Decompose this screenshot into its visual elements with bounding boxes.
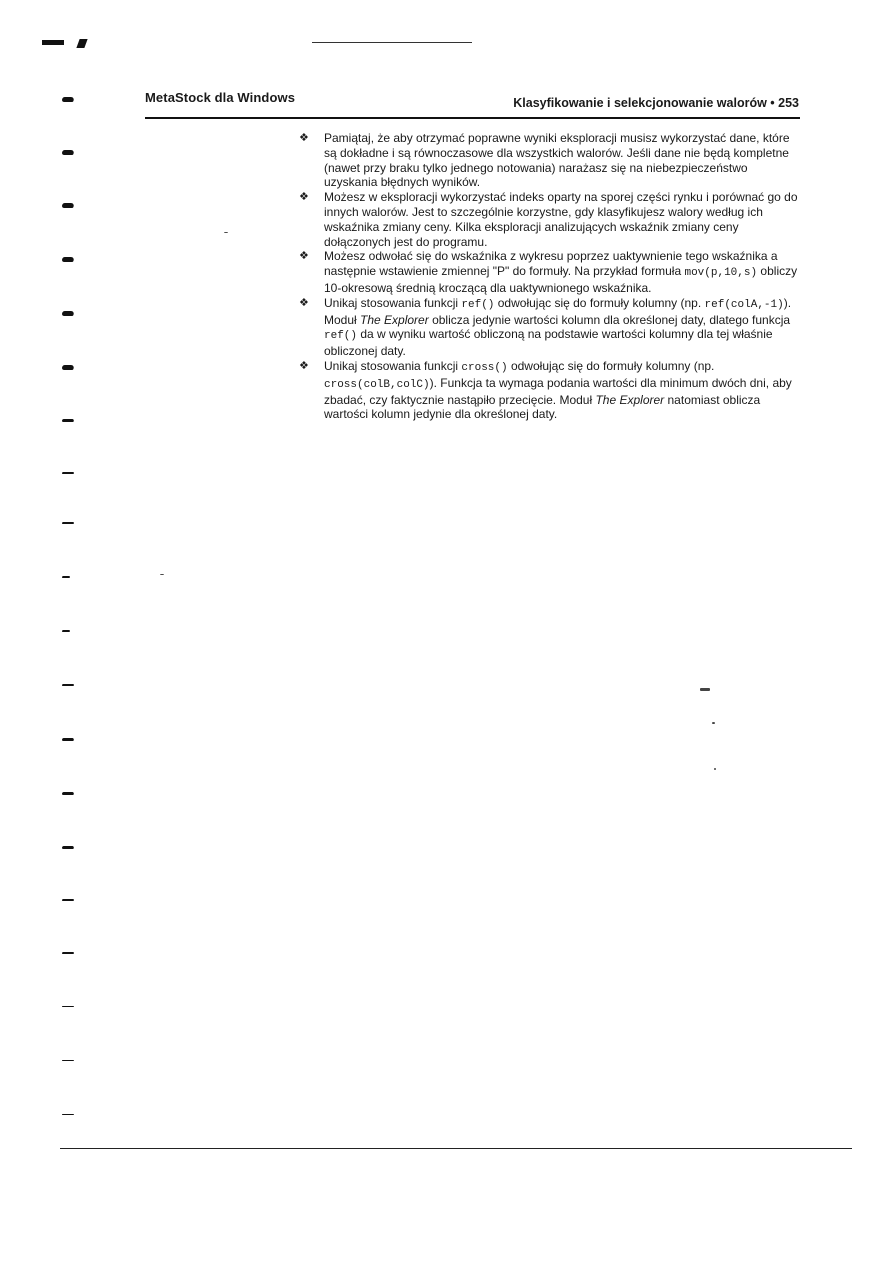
diamond-bullet-icon: ❖ bbox=[299, 250, 309, 263]
scan-binding-mark bbox=[61, 203, 75, 208]
scan-binding-mark bbox=[61, 150, 75, 155]
list-item-text bbox=[324, 131, 802, 190]
scan-binding-mark bbox=[62, 952, 75, 954]
scan-binding-mark bbox=[61, 365, 75, 370]
list-item-text bbox=[324, 359, 802, 422]
list-item-text bbox=[324, 296, 802, 359]
product-name: The Explorer bbox=[595, 392, 665, 407]
header-rule bbox=[145, 117, 800, 119]
list-item-text bbox=[324, 249, 802, 295]
scan-binding-mark bbox=[62, 630, 71, 632]
bottom-rule bbox=[60, 1148, 852, 1149]
scan-binding-mark bbox=[61, 311, 75, 316]
text-run: odwołując się do formuły kolumny (np. bbox=[494, 295, 705, 310]
scan-binding-mark bbox=[62, 1060, 74, 1061]
running-header bbox=[145, 90, 799, 112]
header-book-title: MetaStock dla Windows bbox=[145, 90, 296, 105]
code-snippet: cross(colB,colC) bbox=[324, 378, 430, 391]
scan-speck bbox=[714, 768, 716, 770]
list-item bbox=[296, 131, 802, 190]
scan-binding-mark bbox=[62, 684, 75, 686]
text-run: obliczy 10-okresową średnią kroczącą dla uaktywnionego wskaźnika. bbox=[324, 264, 798, 295]
text-run: Unikaj stosowania funkcji bbox=[324, 358, 462, 373]
text-run: Możesz w eksploracji wykorzystać indeks oparty na sporej części rynku i porównać go do innych walorów. Jest to szczególnie korzystne, gdy klasyfikujesz walory według ich wskaźnika zmiany ceny. Kilka eksploracji analizujących wskaźnik zmiany ceny dołączonych jest do programu. bbox=[324, 190, 798, 249]
text-run: Możesz odwołać się do wskaźnika z wykresu poprzez uaktywnienie tego wskaźnika a następnie wstawienie zmiennej "P" do formuły. Na przykład formuła bbox=[324, 249, 778, 279]
text-run: natomiast oblicza wartości kolumn jedynie dla określonej daty. bbox=[324, 392, 761, 422]
scan-binding-mark bbox=[62, 899, 75, 901]
scan-binding-mark bbox=[62, 1114, 74, 1115]
list-item bbox=[296, 359, 802, 422]
scan-binding-mark bbox=[62, 1006, 74, 1007]
product-name: The Explorer bbox=[360, 312, 429, 327]
scan-binding-mark bbox=[61, 738, 74, 741]
text-run: Pamiątaj, że aby otrzymać poprawne wyniki eksploracji musisz wykorzystać dane, które są dokładne i są równoczasowe dla wszystkich walorów. Jeśli dane nie będą kompletne (nawet przy braku tylko jednego notowania) narażasz się na niebezpieczeństwo uzyskania błędnych wyników. bbox=[324, 131, 790, 190]
code-snippet: ref() bbox=[324, 330, 358, 343]
scan-binding-mark bbox=[62, 522, 75, 524]
bullet-list bbox=[296, 131, 802, 422]
code-snippet: ref() bbox=[461, 298, 495, 311]
text-run: odwołując się do formuły kolumny (np. bbox=[507, 358, 715, 373]
text-run: oblicza jedynie wartości kolumn dla określonej daty, dlatego funkcja bbox=[428, 312, 791, 327]
scan-binding-mark bbox=[76, 39, 87, 48]
scan-binding-mark bbox=[61, 97, 75, 102]
scan-binding-mark bbox=[61, 419, 74, 422]
scan-binding-mark bbox=[61, 792, 74, 795]
diamond-bullet-icon: ❖ bbox=[299, 191, 309, 204]
text-run: da w wyniku wartość obliczoną na podstawie wartości kolumny dla tej właśnie obliczonej daty. bbox=[324, 327, 773, 359]
list-item bbox=[296, 190, 802, 249]
scan-speck bbox=[712, 722, 715, 724]
text-run: Unikaj stosowania funkcji bbox=[324, 295, 462, 310]
diamond-bullet-icon: ❖ bbox=[299, 132, 309, 144]
text-run: ). Moduł bbox=[324, 295, 792, 327]
scan-speck bbox=[160, 574, 164, 575]
list-item bbox=[296, 296, 802, 359]
list-item-text bbox=[324, 190, 802, 249]
scan-binding-mark bbox=[61, 257, 75, 262]
diamond-bullet-icon: ❖ bbox=[299, 296, 309, 309]
list-item bbox=[296, 249, 802, 295]
text-run: ). Funkcja ta wymaga podania wartości dla minimum dwóch dni, aby zbadać, czy faktycznie nastąpiło przecięcie. Moduł bbox=[324, 375, 792, 407]
code-snippet: ref(colA,-1) bbox=[704, 298, 784, 311]
code-snippet: cross() bbox=[461, 361, 508, 374]
scan-binding-mark bbox=[62, 576, 71, 578]
diamond-bullet-icon: ❖ bbox=[299, 359, 309, 372]
scan-speck bbox=[700, 688, 710, 691]
code-snippet: mov(p,10,s) bbox=[684, 267, 758, 280]
header-chapter-page: Klasyfikowanie i selekcjonowanie walorów • 253 bbox=[513, 96, 799, 110]
scan-speck bbox=[224, 232, 228, 233]
scan-binding-mark bbox=[62, 472, 75, 474]
scan-top-line bbox=[312, 42, 472, 43]
scan-binding-mark bbox=[42, 40, 64, 45]
scan-binding-mark bbox=[61, 846, 74, 849]
